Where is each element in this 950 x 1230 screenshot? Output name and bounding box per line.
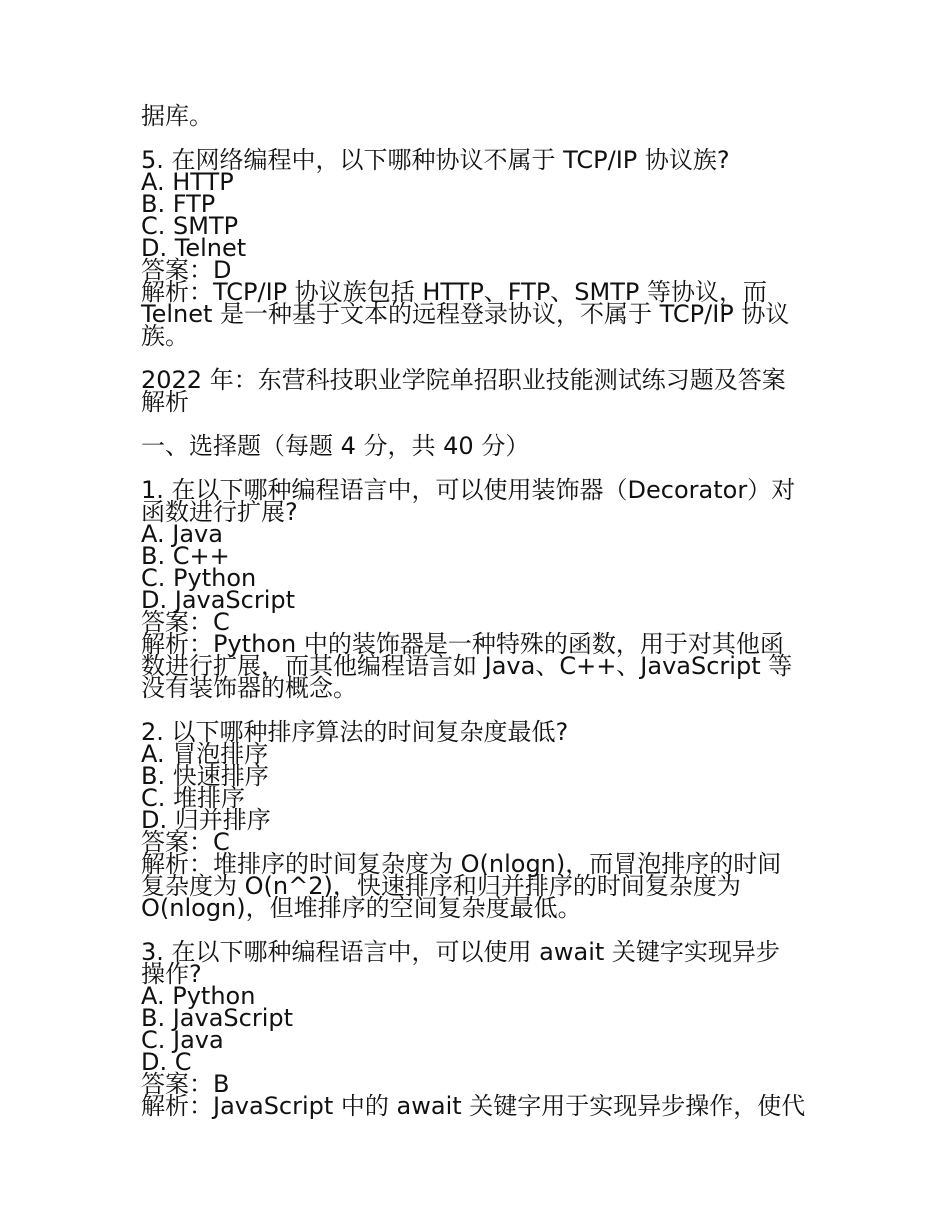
analysis-line: 数进行扩展，而其他编程语言如 Java、C++、JavaScript 等 [141,652,793,680]
answer: 答案：B [141,1070,230,1098]
analysis-line: 没有装饰器的概念。 [141,674,357,702]
analysis-line: 解析：堆排序的时间复杂度为 O(nlogn)，而冒泡排序的时间 [141,850,782,878]
answer: 答案：D [141,256,232,284]
option-d: D. JavaScript [141,586,296,614]
option-b: B. C++ [141,542,230,570]
question-text: 3. 在以下哪种编程语言中，可以使用 await 关键字实现异步 [141,938,780,966]
document-page [141,102,821,1120]
part-heading: 一、选择题（每题 4 分，共 40 分） [141,432,530,460]
option-c: C. SMTP [141,212,239,240]
section-title [141,366,821,416]
question-2 [141,718,821,922]
analysis-line: O(nlogn)，但堆排序的空间复杂度最低。 [141,894,582,922]
question-text: 1. 在以下哪种编程语言中，可以使用装饰器（Decorator）对 [141,476,796,504]
analysis-line: Telnet 是一种基于文本的远程登录协议，不属于 TCP/IP 协议 [141,300,790,328]
question-5 [141,146,821,350]
section-title-line: 解析 [141,388,189,416]
analysis-line: 复杂度为 O(n^2)，快速排序和归并排序的时间复杂度为 [141,872,741,900]
answer: 答案：C [141,608,230,636]
option-b: B. 快速排序 [141,762,269,790]
option-b: B. JavaScript [141,1004,294,1032]
analysis-line: 解析：JavaScript 中的 await 关键字用于实现异步操作，使代 [141,1092,806,1120]
option-c: C. 堆排序 [141,784,246,812]
option-d: D. Telnet [141,234,247,262]
question-1 [141,476,821,702]
option-b: B. FTP [141,190,216,218]
option-a: A. Java [141,520,223,548]
option-a: A. Python [141,982,256,1010]
analysis-line: 解析：Python 中的装饰器是一种特殊的函数，用于对其他函 [141,630,784,658]
option-a: A. 冒泡排序 [141,740,269,768]
question-text: 5. 在网络编程中，以下哪种协议不属于 TCP/IP 协议族? [141,146,730,174]
option-d: D. C [141,1048,192,1076]
option-a: A. HTTP [141,168,234,196]
section-title-line: 2022 年：东营科技职业学院单招职业技能测试练习题及答案 [141,366,786,394]
question-text: 函数进行扩展? [141,498,298,526]
question-3 [141,938,821,1120]
option-d: D. 归并排序 [141,806,271,834]
question-text: 2. 以下哪种排序算法的时间复杂度最低? [141,718,569,746]
top-fragment: 据库。 [141,102,213,130]
answer: 答案：C [141,828,230,856]
question-text: 操作? [141,960,202,988]
option-c: C. Java [141,1026,224,1054]
analysis-line: 解析：TCP/IP 协议族包括 HTTP、FTP、SMTP 等协议，而 [141,278,768,306]
option-c: C. Python [141,564,257,592]
analysis-line: 族。 [141,322,189,350]
